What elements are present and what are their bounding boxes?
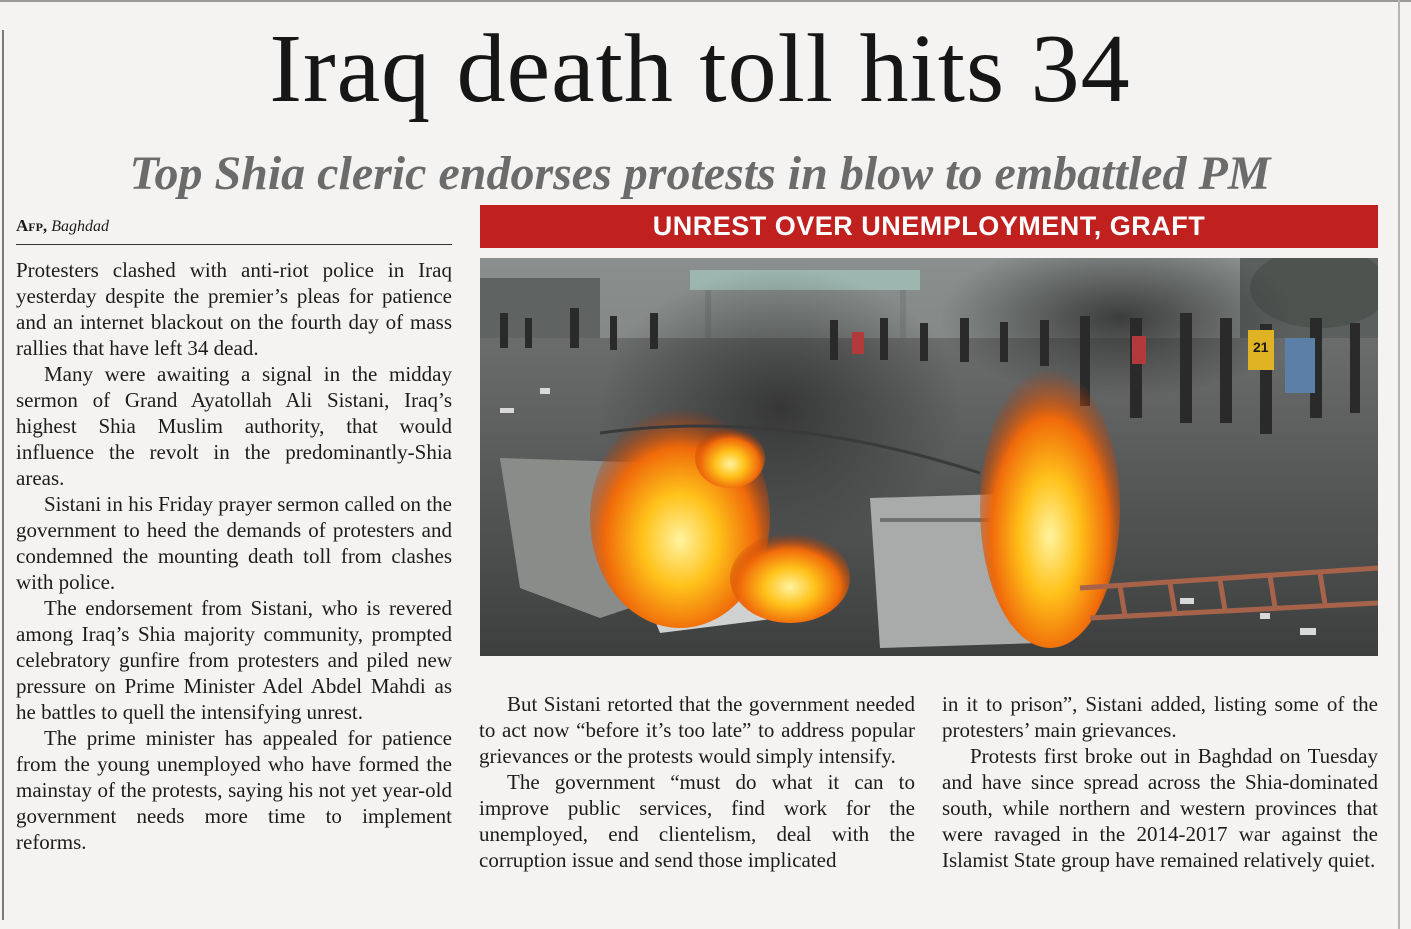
subheadline: Top Shia cleric endorses protests in blow to embattled PM [129,147,1271,200]
paragraph: in it to prison”, Sistani added, listing some of the protesters’ main grievances. [942,692,1378,742]
article-column-1 [16,257,452,855]
headline: Iraq death toll hits 34 [269,15,1131,123]
byline-location: Baghdad [51,218,109,235]
news-photo [480,258,1378,656]
article-column-2 [479,691,915,873]
photo-banner: UNREST OVER UNEMPLOYMENT, GRAFT [480,205,1378,248]
paragraph: Protesters clashed with anti-riot police in Iraq yesterday despite the premier’s pleas for patience and an internet blackout on the fourth day of mass rallies that have left 34 dead. [16,258,452,360]
byline [16,214,452,245]
top-rule [0,0,1411,2]
jersey-number: 21 [1253,339,1269,355]
protest-scene-illustration [480,258,1378,656]
right-page-edge [1398,0,1400,929]
paragraph: Sistani in his Friday prayer sermon called on the government to heed the demands of protesters and condemned the mounting death toll from clashes with police. [16,492,452,594]
paragraph: The prime minister has appealed for patience from the young unemployed who have formed the mainstay of the protests, saying his not yet year-old government needs more time to implement reforms. [16,726,452,854]
paragraph: But Sistani retorted that the government needed to act now “before it’s too late” to address popular grievances or the protests would simply intensify. [479,692,915,768]
paragraph: The government “must do what it can to improve public services, find work for the unemployed, end clientelism, deal with the corruption issue and send those implicated [479,770,915,872]
paragraph: Protests first broke out in Baghdad on Tuesday and have since spread across the Shia-dominated south, while northern and western provinces that were ravaged in the 2014-2017 war against the Islamist State group have remained relatively quiet. [942,744,1378,872]
paragraph: The endorsement from Sistani, who is revered among Iraq’s Shia majority community, prompted celebratory gunfire from protesters and piled new pressure on Prime Minister Adel Abdel Mahdi as he battles to quell the intensifying unrest. [16,596,452,724]
paragraph: Many were awaiting a signal in the midday sermon of Grand Ayatollah Ali Sistani, Iraq’s highest Shia Muslim authority, that would influence the revolt in the predominantly-Shia areas. [16,362,452,490]
article-column-3 [942,691,1378,873]
byline-agency: Afp, [16,216,48,235]
